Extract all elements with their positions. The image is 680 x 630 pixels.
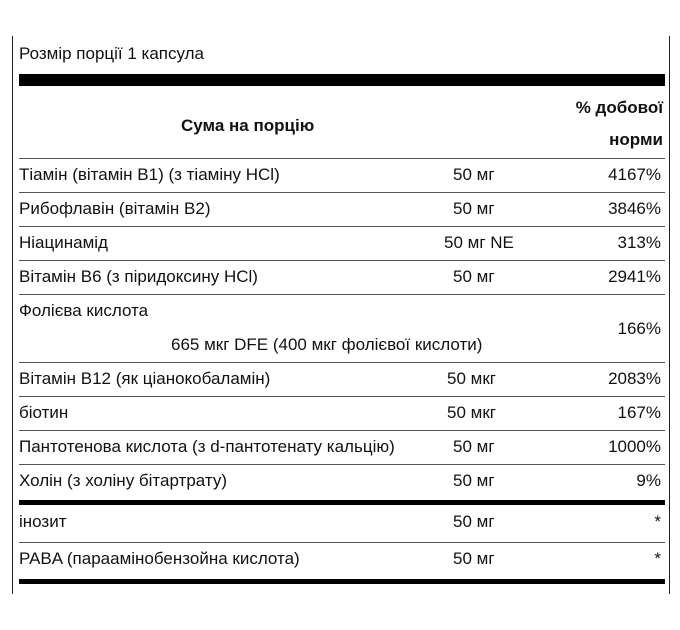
nutrient-name: Фолієва кислота [19, 301, 149, 320]
nutrient-row-pantothenic-acid [19, 430, 665, 465]
nutrient-amount: 50 мг NE [444, 233, 514, 252]
daily-value-heading-line1: % добової [575, 98, 663, 117]
nutrient-daily-value: 9% [636, 471, 661, 490]
nutrient-amount: 50 мг [453, 267, 495, 286]
nutrient-amount: 50 мг [453, 199, 495, 218]
nutrient-row-biotin [19, 396, 665, 431]
nutrient-amount: 50 мг [453, 471, 495, 490]
nutrient-daily-value: 313% [617, 233, 661, 252]
nutrient-name: Ніацинамід [19, 233, 108, 252]
nutrient-row-vitamin-b12 [19, 362, 665, 397]
amount-per-serving-heading: Сума на порцію [181, 116, 315, 135]
nutrient-name: Вітамін B6 (з піридоксину HCl) [19, 267, 258, 286]
bottom-divider-bar [19, 579, 665, 584]
supplement-facts-panel [12, 36, 670, 594]
nutrient-row-riboflavin [19, 192, 665, 227]
nutrient-name: Вітамін B12 (як ціанокобаламін) [19, 369, 271, 388]
nutrient-row-folic-acid [19, 294, 665, 363]
nutrient-amount: 50 мг [453, 549, 495, 568]
nutrient-daily-value: 2941% [608, 267, 661, 286]
nutrient-daily-value: 166% [617, 319, 661, 338]
nutrient-amount: 665 мкг DFE (400 мкг фолієвої кислоти) [171, 335, 483, 354]
nutrient-amount: 50 мкг [447, 403, 496, 422]
nutrient-name: Холін (з холіну бітартрату) [19, 471, 228, 490]
nutrient-amount: 50 мг [453, 512, 495, 531]
nutrient-row-vitamin-b6 [19, 260, 665, 295]
nutrient-daily-value: * [654, 512, 661, 531]
nutrient-daily-value: 3846% [608, 199, 661, 218]
nutrient-amount: 50 мкг [447, 369, 496, 388]
nutrient-daily-value: 1000% [608, 437, 661, 456]
section-divider-bar [19, 500, 665, 505]
nutrient-name: Тіамін (вітамін B1) (з тіаміну HCl) [19, 165, 280, 184]
nutrient-amount: 50 мг [453, 437, 495, 456]
nutrient-name: Пантотенова кислота (з d-пантотенату кальцію) [19, 437, 395, 456]
daily-value-heading-line2: норми [609, 130, 663, 149]
nutrient-row-paba [19, 542, 665, 577]
nutrient-name: PABA (параамінобензойна кислота) [19, 549, 300, 568]
nutrient-daily-value: * [654, 549, 661, 568]
nutrient-name: біотин [19, 403, 69, 422]
nutrient-amount: 50 мг [453, 165, 495, 184]
nutrient-daily-value: 4167% [608, 165, 661, 184]
nutrient-daily-value: 2083% [608, 369, 661, 388]
nutrient-daily-value: 167% [617, 403, 661, 422]
daily-value-heading [543, 92, 663, 156]
nutrient-name: інозит [19, 512, 67, 531]
top-divider-bar [19, 74, 665, 86]
nutrient-row-thiamin [19, 158, 665, 193]
serving-size: Розмір порції 1 капсула [19, 44, 205, 63]
nutrient-name: Рибофлавін (вітамін B2) [19, 199, 211, 218]
nutrient-row-niacinamide [19, 226, 665, 261]
nutrient-row-inositol [19, 506, 665, 540]
nutrient-row-choline [19, 464, 665, 499]
